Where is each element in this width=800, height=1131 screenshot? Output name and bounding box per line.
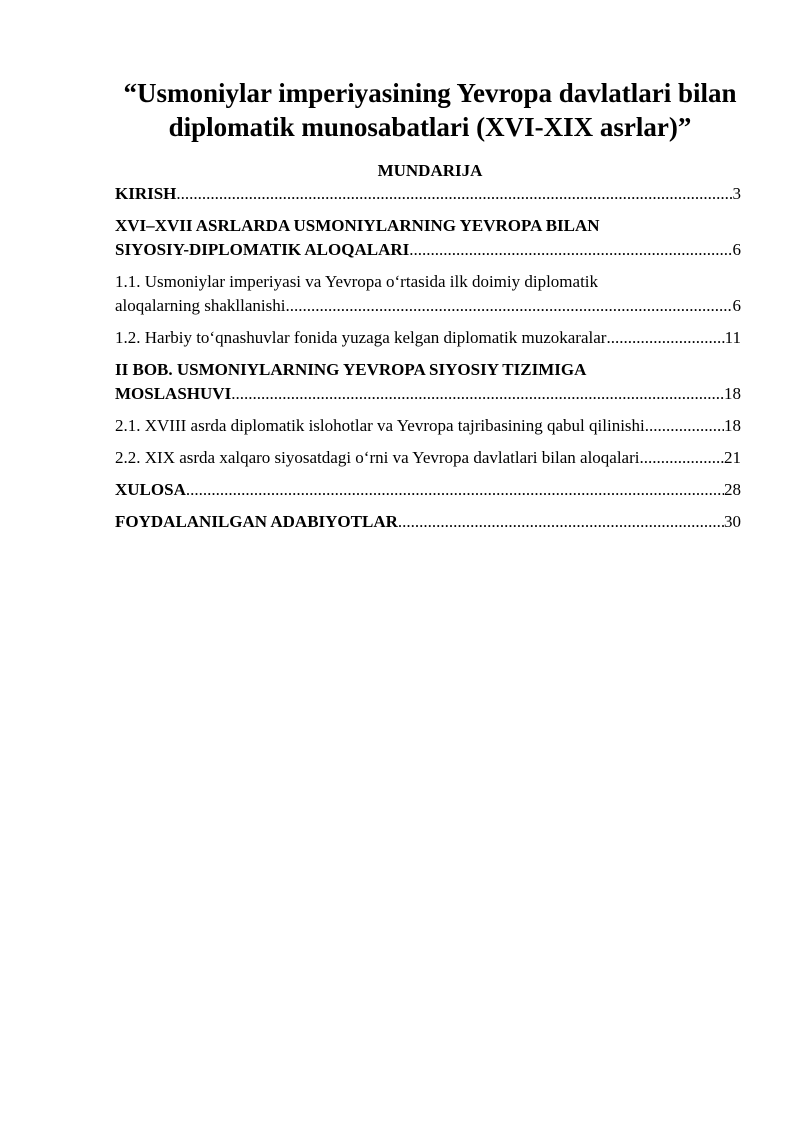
toc-page-number: 6 xyxy=(732,296,741,315)
toc-page-number: 18 xyxy=(724,416,741,435)
toc-entry-title: 1.2. Harbiy to‘qnashuvlar fonida yuzaga kelgan diplomatik muzokaralar xyxy=(115,328,607,347)
dot-leader xyxy=(231,382,724,406)
dot-leader xyxy=(285,294,732,318)
toc-entry-title: KIRISH xyxy=(115,184,177,203)
table-of-contents xyxy=(115,182,741,542)
dot-leader xyxy=(409,238,732,262)
title-line-2: diplomatik munosabatlari (XVI-XIX asrlar)” xyxy=(168,112,692,142)
toc-page-number: 21 xyxy=(724,448,741,467)
toc-heading: MUNDARIJA xyxy=(377,161,483,180)
title-line-1: “Usmoniylar imperiyasining Yevropa davlatlari bilan xyxy=(123,78,737,108)
dot-leader xyxy=(606,326,724,350)
toc-page-number: 3 xyxy=(732,184,741,203)
toc-page-number: 18 xyxy=(724,384,741,403)
toc-entry-section-2-2[interactable] xyxy=(115,446,741,470)
toc-entry-title: XULOSA xyxy=(115,480,186,499)
toc-page-number: 28 xyxy=(724,480,741,499)
dot-leader xyxy=(640,446,725,470)
dot-leader xyxy=(186,478,724,502)
toc-entry-references[interactable] xyxy=(115,510,741,534)
toc-entry-title: SIYOSIY-DIPLOMATIK ALOQALARI xyxy=(115,240,410,259)
toc-entry-section-1-2[interactable] xyxy=(115,326,741,350)
toc-entry-chapter-1[interactable] xyxy=(115,214,741,262)
toc-entry-title: aloqalarning shakllanishi xyxy=(115,296,286,315)
toc-entry-section-1-1[interactable] xyxy=(115,270,741,318)
toc-entry-title-line-1: II BOB. USMONIYLARNING YEVROPA SIYOSIY TIZIMIGA xyxy=(115,360,587,379)
dot-leader xyxy=(176,182,732,206)
toc-entry-xulosa[interactable] xyxy=(115,478,741,502)
document-title xyxy=(110,76,750,144)
toc-entry-title-line-1: XVI–XVII ASRLARDA USMONIYLARNING YEVROPA BILAN xyxy=(115,216,600,235)
toc-page-number: 30 xyxy=(724,512,741,531)
toc-entry-title: 2.1. XVIII asrda diplomatik islohotlar va Yevropa tajribasining qabul qilinishi xyxy=(115,416,645,435)
toc-entry-title: FOYDALANILGAN ADABIYOTLAR xyxy=(115,512,398,531)
toc-entry-section-2-1[interactable] xyxy=(115,414,741,438)
toc-entry-kirish[interactable] xyxy=(115,182,741,206)
dot-leader xyxy=(645,414,724,438)
toc-page-number: 11 xyxy=(724,328,741,347)
toc-entry-title: MOSLASHUVI xyxy=(115,384,232,403)
dot-leader xyxy=(398,510,724,534)
toc-entry-title: 2.2. XIX asrda xalqaro siyosatdagi o‘rni va Yevropa davlatlari bilan aloqalari xyxy=(115,448,640,467)
toc-entry-chapter-2[interactable] xyxy=(115,358,741,406)
toc-page-number: 6 xyxy=(732,240,741,259)
toc-entry-title-line-1: 1.1. Usmoniylar imperiyasi va Yevropa o‘rtasida ilk doimiy diplomatik xyxy=(115,272,599,291)
